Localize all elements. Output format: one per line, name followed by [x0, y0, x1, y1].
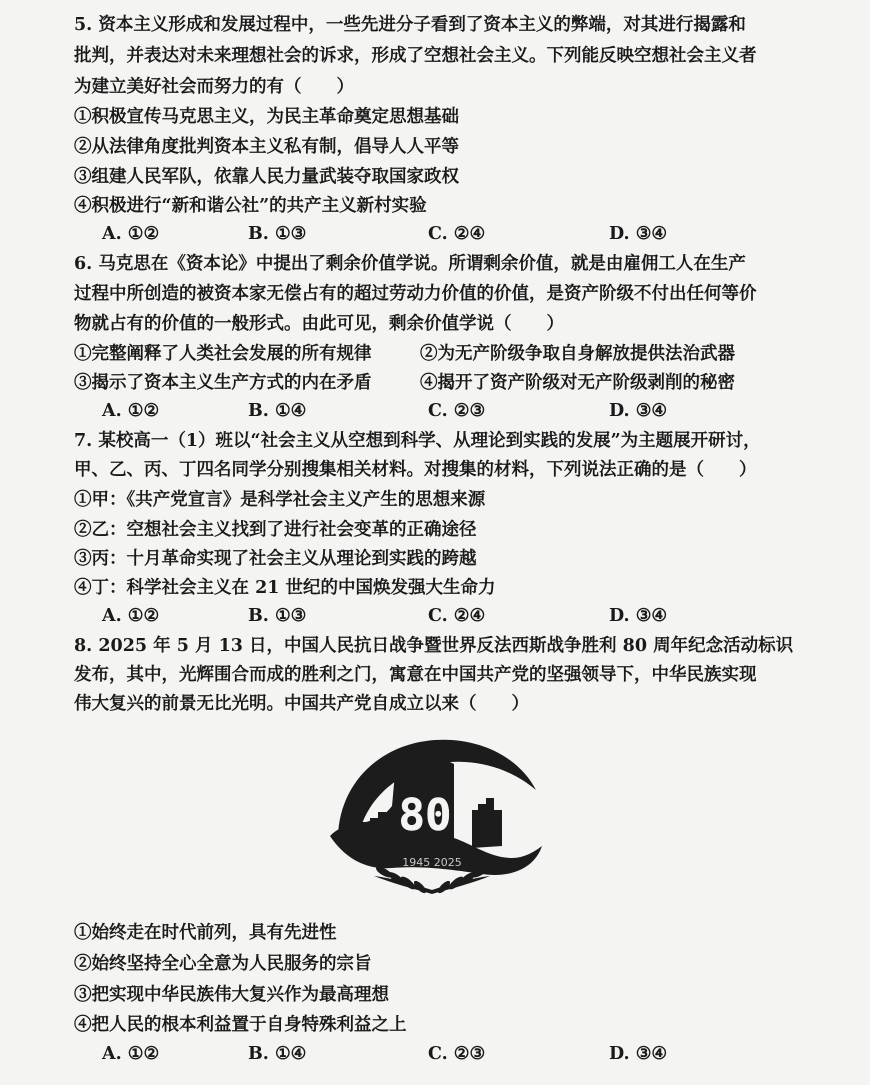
q7-option-c[interactable]: C. ②④: [428, 606, 486, 626]
q6-stem-line-3: 物就占有的价值的一般形式。由此可见，剩余价值学说（ ）: [74, 314, 564, 334]
q7-item-3: ③丙：十月革命实现了社会主义从理论到实践的跨越: [74, 549, 477, 569]
q6-stem-line-1: 6. 马克思在《资本论》中提出了剩余价值学说。所谓剩余价值，就是由雇佣工人在生产: [74, 254, 746, 274]
q8-stem-line-2: 发布，其中，光辉围合而成的胜利之门，寓意在中国共产党的坚强领导下，中华民族实现: [74, 665, 757, 685]
q6-option-d[interactable]: D. ③④: [609, 401, 668, 421]
q5-option-d[interactable]: D. ③④: [609, 224, 668, 244]
q5-option-c[interactable]: C. ②④: [428, 224, 486, 244]
q6-option-c[interactable]: C. ②③: [428, 401, 486, 421]
q8-stem-line-3: 伟大复兴的前景无比光明。中国共产党自成立以来（ ）: [74, 694, 529, 714]
q6-stem-line-2: 过程中所创造的被资本家无偿占有的超过劳动力价值的价值，是资产阶级不付出任何等价: [74, 284, 757, 304]
q5-stem-line-3: 为建立美好社会而努力的有（ ）: [74, 77, 354, 97]
q6-item-3: ③揭示了资本主义生产方式的内在矛盾: [74, 373, 372, 393]
logo-years: 1945 2025: [402, 856, 462, 869]
q7-option-b[interactable]: B. ①③: [248, 606, 307, 626]
q7-item-4: ④丁：科学社会主义在 21 世纪的中国焕发强大生命力: [74, 578, 496, 598]
q7-option-a[interactable]: A. ①②: [102, 606, 160, 626]
q8-stem-line-1: 8. 2025 年 5 月 13 日，中国人民抗日战争暨世界反法西斯战争胜利 80 周年纪念活动标识: [74, 636, 794, 656]
q5-item-2: ②从法律角度批判资本主义私有制，倡导人人平等: [74, 137, 459, 157]
q8-option-a[interactable]: A. ①②: [102, 1044, 160, 1064]
q5-stem-line-1: 5. 资本主义形成和发展过程中，一些先进分子看到了资本主义的弊端，对其进行揭露和: [74, 15, 746, 35]
victory-80th-anniversary-logo: [322, 718, 548, 900]
q6-option-b[interactable]: B. ①④: [248, 401, 307, 421]
q7-item-1: ①甲：《共产党宣言》是科学社会主义产生的思想来源: [74, 490, 486, 510]
q7-stem-line-2: 甲、乙、丙、丁四名同学分别搜集相关材料。对搜集的材料，下列说法正确的是（ ）: [74, 460, 757, 480]
q8-option-d[interactable]: D. ③④: [609, 1044, 668, 1064]
q7-stem-line-1: 7. 某校高一（1）班以“社会主义从空想到科学、从理论到实践的发展”为主题展开研讨，: [74, 431, 761, 451]
q7-option-d[interactable]: D. ③④: [609, 606, 668, 626]
q8-item-2: ②始终坚持全心全意为人民服务的宗旨: [74, 954, 372, 974]
q5-item-3: ③组建人民军队，依靠人民力量武装夺取国家政权: [74, 167, 459, 187]
q8-item-1: ①始终走在时代前列，具有先进性: [74, 923, 337, 943]
q5-item-1: ①积极宣传马克思主义，为民主革命奠定思想基础: [74, 107, 459, 127]
q8-option-b[interactable]: B. ①④: [248, 1044, 307, 1064]
q6-item-1: ①完整阐释了人类社会发展的所有规律: [74, 344, 372, 364]
q6-item-2: ②为无产阶级争取自身解放提供法治武器: [420, 344, 735, 364]
q8-item-3: ③把实现中华民族伟大复兴作为最高理想: [74, 985, 389, 1005]
logo-number: 80: [398, 790, 452, 841]
q5-option-b[interactable]: B. ①③: [248, 224, 307, 244]
q8-item-4: ④把人民的根本利益置于自身特殊利益之上: [74, 1015, 407, 1035]
q5-option-a[interactable]: A. ①②: [102, 224, 160, 244]
q8-option-c[interactable]: C. ②③: [428, 1044, 486, 1064]
q5-stem-line-2: 批判，并表达对未来理想社会的诉求，形成了空想社会主义。下列能反映空想社会主义者: [74, 46, 757, 66]
q5-item-4: ④积极进行“新和谐公社”的共产主义新村实验: [74, 196, 427, 216]
q6-option-a[interactable]: A. ①②: [102, 401, 160, 421]
q6-item-4: ④揭开了资产阶级对无产阶级剥削的秘密: [420, 373, 735, 393]
q7-item-2: ②乙：空想社会主义找到了进行社会变革的正确途径: [74, 520, 477, 540]
